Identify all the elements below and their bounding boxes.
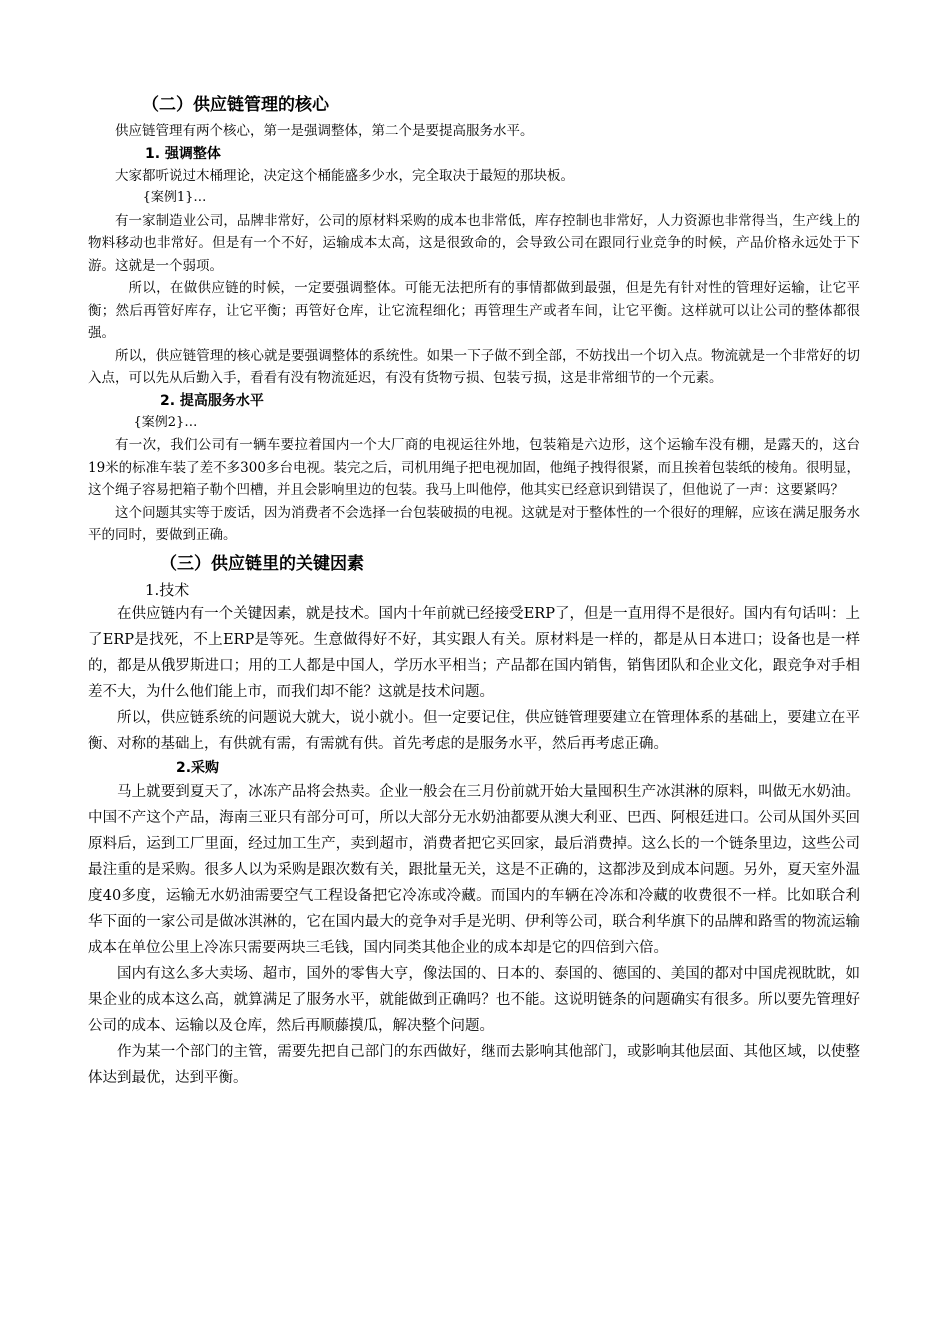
paragraph-case2-story: 有一次，我们公司有一辆车要拉着国内一个大厂商的电视运往外地，包装箱是六边形，这个运输车没有棚，是露天的，这台19米的标准车装了差不多300多台电视。装完之后，司机用绳子把电视加固，他绳子拽得很紧，而且挨着包装纸的棱角。很明显，这个绳子容易把箱子勒个凹槽，并且会影响里边的包装。我马上叫他停，他其实已经意识到错误了，但他说了一声：这要紧吗？ — [88, 437, 860, 498]
paragraph-procurement-competition: 国内有这么多大卖场、超市，国外的零售大亨，像法国的、日本的、泰国的、德国的、美国的都对中国虎视眈眈，如果企业的成本这么高，就算满足了服务水平，就能做到正确吗？也不能。这说明链条的问题确实有很多。所以要先管理好公司的成本、运输以及仓库，然后再顺藤摸瓜，解决整个问题。 — [88, 965, 860, 1034]
case-label-2: {案例2}… — [133, 414, 198, 430]
paragraph-core-intro: 供应链管理有两个核心，第一是强调整体，第二个是要提高服务水平。 — [115, 123, 534, 139]
section-heading-key-factors: （三）供应链里的关键因素 — [160, 553, 364, 574]
document-page — [88, 88, 860, 1091]
paragraph-procurement-icecream: 马上就要到夏天了，冰冻产品将会热卖。企业一般会在三月份前就开始大量囤积生产冰淇淋的原料，叫做无水奶油。中国不产这个产品，海南三亚只有部分可可，所以大部分无水奶油都要从澳大利亚、巴西、阿根廷进口。公司从国外买回原料后，运到工厂里面，经过加工生产，卖到超市，消费者把它买回家，最后消费掉。这么长的一个链条里边，这些公司最注重的是采购。很多人以为采购是跟次数有关，跟批量无关，这是不正确的，这都涉及到成本问题。另外，夏天室外温度40多度，运输无水奶油需要空气工程设备把它冷冻或冷藏。而国内的车辆在冷冻和冷藏的收费很不一样。比如联合利华下面的一家公司是做冰淇淋的，它在国内最大的竞争对手是光明、伊利等公司，联合利华旗下的品牌和路雪的物流运输成本在单位公里上冷冻只需要两块三毛钱，国内同类其他企业的成本却是它的四倍到六倍。 — [88, 783, 860, 956]
case-label-1: {案例1}… — [142, 190, 207, 205]
section-heading-core: （二）供应链管理的核心 — [142, 95, 329, 115]
paragraph-emphasize-whole: 所以，在做供应链的时候，一定要强调整体。可能无法把所有的事情都做到最强，但是先有针对性的管理好运输，让它平衡；然后再管好库存，让它平衡；再管好仓库，让它流程细化；再管理生产或者车间，让它平衡。这样就可以让公司的整体都很强。 — [88, 280, 860, 341]
subheading-service-level: 2. 提高服务水平 — [160, 392, 264, 409]
paragraph-technology-erp: 在供应链内有一个关键因素，就是技术。国内十年前就已经接受ERP了，但是一直用得不是很好。国内有句话叫：上了ERP是找死，不上ERP是等死。生意做得好不好，其实跟人有关。原材料是一样的，都是从日本进口；设备也是一样的，都是从俄罗斯进口；用的工人都是中国人，学历水平相当；产品都在国内销售，销售团队和企业文化，跟竞争对手相差不大，为什么他们能上市，而我们却不能？这就是技术问题。 — [88, 605, 860, 700]
paragraph-case2-conclusion: 这个问题其实等于废话，因为消费者不会选择一台包装破损的电视。这就是对于整体性的一个很好的理解，应该在满足服务水平的同时，要做到正确。 — [88, 504, 860, 543]
subheading-procurement: 2.采购 — [176, 759, 220, 776]
paragraph-bucket-theory: 大家都听说过木桶理论，决定这个桶能盛多少水，完全取决于最短的那块板。 — [115, 167, 574, 184]
subheading-emphasize-whole: 1. 强调整体 — [145, 145, 221, 162]
subheading-technology: 1.技术 — [145, 580, 190, 599]
paragraph-technology-system: 所以，供应链系统的问题说大就大，说小就小。但一定要记住，供应链管理要建立在管理体系的基础上，要建立在平衡、对称的基础上，有供就有需，有需就有供。首先考虑的是服务水平，然后再考虑正确。 — [88, 709, 860, 752]
paragraph-system-core: 所以，供应链管理的核心就是要强调整体的系统性。如果一下子做不到全部，不妨找出一个切入点。物流就是一个非常好的切入点，可以先从后勤入手，看看有没有物流延迟，有没有货物亏损、包装亏损，这是非常细节的一个元素。 — [88, 347, 860, 386]
paragraph-case1-story: 有一家制造业公司，品牌非常好，公司的原材料采购的成本也非常低，库存控制也非常好，人力资源也非常得当，生产线上的物料移动也非常好。但是有一个不好，运输成本太高，这是很致命的，会导致公司在跟同行业竞争的时候，产品价格永远处于下游。这就是一个弱项。 — [88, 212, 860, 274]
paragraph-procurement-department: 作为某一个部门的主管，需要先把自己部门的东西做好，继而去影响其他部门，或影响其他层面、其他区域，以使整体达到最优，达到平衡。 — [88, 1043, 860, 1086]
